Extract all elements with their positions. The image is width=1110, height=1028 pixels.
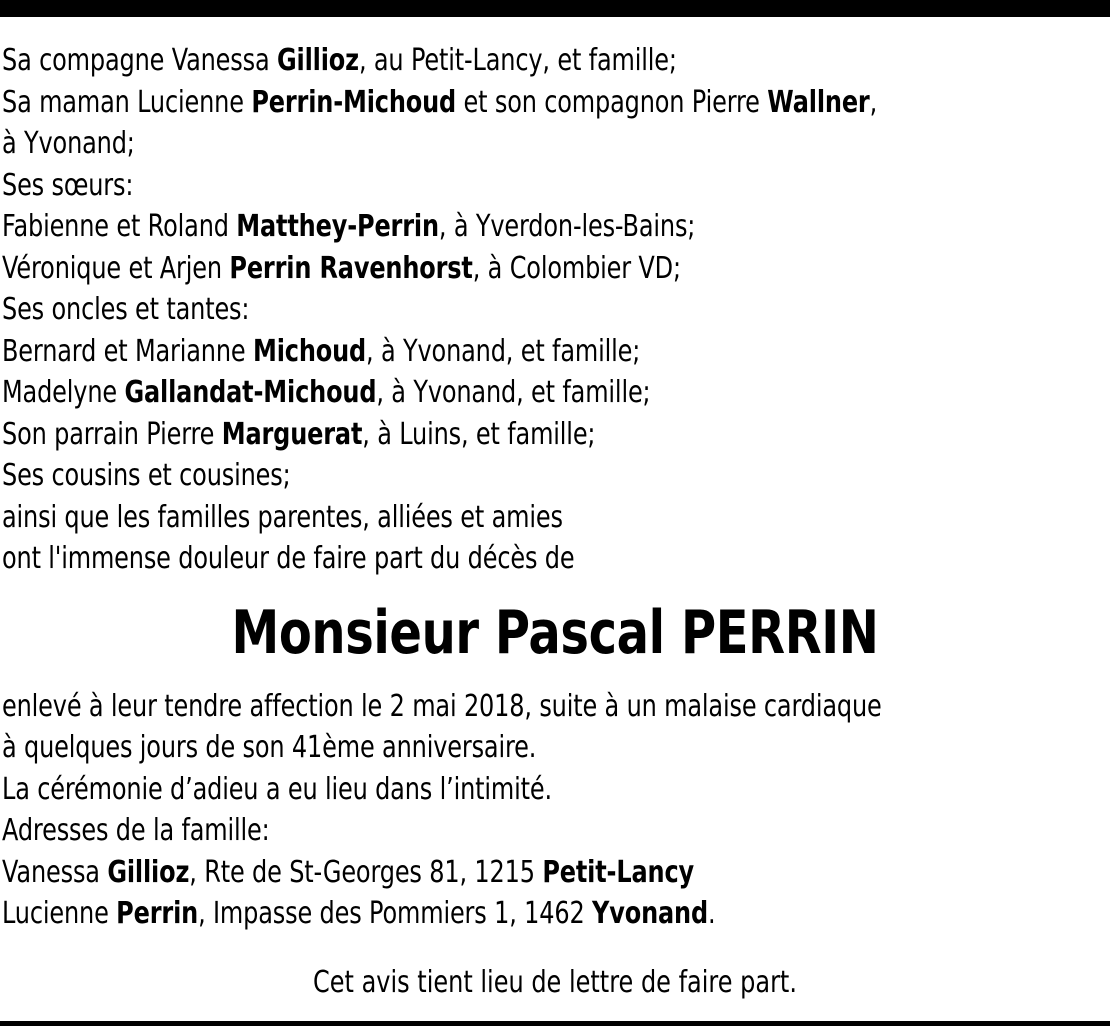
mourner-line [2,289,887,331]
mourner-line [2,455,887,497]
text-segment: à Yvonand; [2,126,135,161]
text-segment: Madelyne [2,375,125,410]
bold-name: Perrin [116,896,199,931]
text-segment: Sa compagne Vanessa [2,43,277,78]
text-segment: La cérémonie d’adieu a eu lieu dans l’intimité. [2,771,552,807]
bold-name: Gillioz [107,854,190,890]
bold-name: Yvonand [592,896,708,931]
text-segment: . [707,896,716,931]
mourner-line [2,497,887,539]
bottom-rule [0,1021,1110,1026]
text-segment: , à Colombier VD; [472,250,681,286]
top-rule [0,0,1110,17]
mourner-line [2,372,887,414]
text-segment: Véronique et Arjen [2,250,230,286]
mourner-line [2,206,887,248]
text-segment: Vanessa [2,854,108,890]
spacer [2,935,1108,962]
mourner-line [2,248,887,290]
text-segment: , Rte de St-Georges 81, 1215 [189,854,543,890]
text-segment: Lucienne [2,896,117,931]
bold-name: Gillioz [277,43,359,78]
text-segment: ont l'immense douleur de faire part du décès de [2,541,575,576]
bold-name: Gallandat-Michoud [124,375,377,410]
text-segment: , à Yvonand, et famille; [376,375,651,410]
mourner-line [2,538,887,580]
mourner-line [2,82,887,124]
mourner-line [2,331,887,373]
text-segment: Adresses de la famille: [2,813,270,848]
text-segment: Fabienne et Roland [2,209,237,244]
text-segment: Ses oncles et tantes: [2,292,250,327]
death-notice [2,40,1108,1003]
detail-line [2,810,887,852]
text-segment: Son parrain Pierre [2,416,222,452]
detail-line [2,769,887,811]
deceased-name: Monsieur Pascal PERRIN [231,597,879,668]
mourner-line [2,40,887,82]
text-segment: Ses sœurs: [2,167,134,203]
bold-name: Perrin-Michoud [251,84,457,120]
text-segment: , au Petit-Lancy, et famille; [358,43,677,78]
mourners-list [2,40,1108,580]
mourner-line [2,414,887,456]
detail-line [2,727,887,769]
text-segment: Ses cousins et cousines; [2,458,291,493]
text-segment: , Impasse des Pommiers 1, 1462 [198,896,593,931]
text-segment: ainsi que les familles parentes, alliées et amies [2,499,563,535]
text-segment: , [869,84,878,120]
text-segment: et son compagnon Pierre [456,84,768,120]
detail-line [2,852,887,894]
bold-name: Perrin Ravenhorst [229,250,473,286]
closing-statement: Cet avis tient lieu de lettre de faire part. [313,964,797,1000]
detail-line [2,686,887,728]
bold-name: Petit-Lancy [542,854,694,890]
text-segment: Bernard et Marianne [2,333,253,369]
text-segment: à quelques jours de son 41ème anniversaire. [2,730,537,765]
bold-name: Michoud [252,333,367,369]
text-segment: , à Yverdon-les-Bains; [438,209,696,244]
text-segment: Sa maman Lucienne [2,84,252,120]
text-segment: , à Yvonand, et famille; [366,333,641,369]
bold-name: Marguerat [221,416,363,452]
text-segment: , à Luins, et famille; [362,416,596,452]
bold-name: Wallner [767,84,870,120]
notice-details [2,686,1108,935]
detail-line [2,893,887,935]
mourner-line [2,165,887,207]
bold-name: Matthey-Perrin [236,209,439,244]
mourner-line [2,123,887,165]
text-segment: enlevé à leur tendre affection le 2 mai 2018, suite à un malaise cardiaque [2,688,882,724]
